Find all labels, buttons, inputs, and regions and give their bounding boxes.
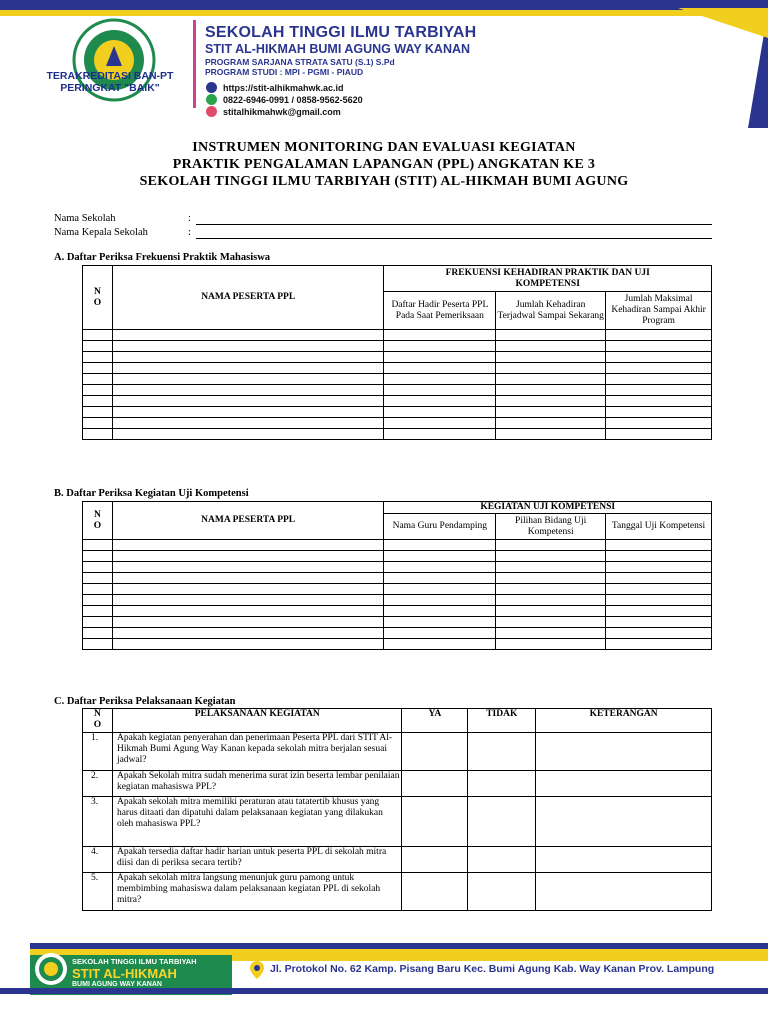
- institution-title: SEKOLAH TINGGI ILMU TARBIYAH: [205, 24, 477, 41]
- item-number: 5.: [83, 873, 113, 911]
- instagram-icon: [206, 106, 217, 117]
- table-row: [83, 352, 712, 363]
- table-row: [83, 551, 712, 562]
- col-scheduled-attendance: Jumlah Kehadiran Terjadwal Sampai Sekarang: [496, 292, 606, 330]
- footer-name: STIT AL-HIKMAH: [72, 966, 177, 981]
- headmaster-colon: :: [188, 227, 191, 238]
- document-title-line3: SEKOLAH TINGGI ILMU TARBIYAH (STIT) AL-HIKMAH BUMI AGUNG: [139, 174, 629, 189]
- table-row: [83, 771, 712, 797]
- school-name-label: Nama Sekolah: [54, 213, 116, 224]
- table-row: [83, 733, 712, 771]
- school-name-colon: :: [188, 213, 191, 224]
- email-contact: [206, 106, 341, 117]
- table-row: [83, 639, 712, 650]
- globe-icon: [206, 82, 217, 93]
- table-row: [83, 606, 712, 617]
- col-no-answer: TIDAK: [468, 709, 536, 733]
- no-cell[interactable]: [468, 733, 536, 771]
- item-question: Apakah tersedia daftar hadir harian untuk peserta PPL di sekolah mitra diisi dan di periksa secara tertib?: [112, 847, 401, 873]
- col-note: KETERANGAN: [536, 709, 712, 733]
- yes-cell[interactable]: [402, 771, 468, 797]
- website-text: https://stit-alhikmahwk.ac.id: [223, 83, 344, 93]
- no-cell[interactable]: [468, 873, 536, 911]
- headmaster-label: Nama Kepala Sekolah: [54, 227, 148, 238]
- col-test-date: Tanggal Uji Kompetensi: [606, 514, 712, 540]
- table-row: [83, 573, 712, 584]
- col-no: N O: [83, 709, 113, 733]
- headmaster-field[interactable]: [196, 226, 712, 239]
- location-pin-icon: [250, 961, 264, 979]
- website-contact[interactable]: [206, 82, 344, 93]
- item-number: 4.: [83, 847, 113, 873]
- table-row: [83, 363, 712, 374]
- note-cell[interactable]: [536, 797, 712, 847]
- section-c-heading: C. Daftar Periksa Pelaksanaan Kegiatan: [54, 696, 236, 707]
- note-cell[interactable]: [536, 771, 712, 797]
- col-max-attendance: Jumlah Maksimal Kehadiran Sampai Akhir Program: [606, 292, 712, 330]
- item-number: 1.: [83, 733, 113, 771]
- footer-logo-icon: [34, 952, 68, 986]
- table-row: [83, 374, 712, 385]
- no-cell[interactable]: [468, 847, 536, 873]
- note-cell[interactable]: [536, 733, 712, 771]
- program-line1: PROGRAM SARJANA STRATA SATU (S.1) S.Pd: [205, 57, 395, 67]
- col-attendance-list: Daftar Hadir Peserta PPL Pada Saat Pemeriksaan: [384, 292, 496, 330]
- col-field-choice: Pilihan Bidang Uji Kompetensi: [496, 514, 606, 540]
- table-row: [83, 385, 712, 396]
- whatsapp-icon: [206, 94, 217, 105]
- table-row: [83, 584, 712, 595]
- table-row: [83, 330, 712, 341]
- table-row: [83, 847, 712, 873]
- table-row: [83, 540, 712, 551]
- item-question: Apakah sekolah mitra langsung menunjuk guru pamong untuk membimbing mahasiswa dalam pelaksanaan kegiatan PPL di sekolah mitra?: [112, 873, 401, 911]
- col-no: N O: [83, 266, 113, 330]
- footer-bottom-band: [0, 988, 768, 994]
- institution-name: STIT AL-HIKMAH BUMI AGUNG WAY KANAN: [205, 42, 471, 56]
- col-mentor-teacher: Nama Guru Pendamping: [384, 514, 496, 540]
- header-corner-decoration: [618, 8, 768, 128]
- item-question: Apakah Sekolah mitra sudah menerima surat izin beserta lembar penilaian kegiatan mahasiswa PPL?: [112, 771, 401, 797]
- yes-cell[interactable]: [402, 797, 468, 847]
- table-row: [83, 797, 712, 847]
- section-c-table: [82, 708, 712, 911]
- school-name-field[interactable]: [196, 212, 712, 225]
- col-activity: PELAKSANAAN KEGIATAN: [112, 709, 401, 733]
- table-row: [83, 429, 712, 440]
- footer-institution: SEKOLAH TINGGI ILMU TARBIYAH: [72, 957, 197, 966]
- section-b-table: [82, 501, 712, 650]
- section-a-table: [82, 265, 712, 440]
- note-cell[interactable]: [536, 847, 712, 873]
- col-no: N O: [83, 502, 113, 540]
- col-name: NAMA PESERTA PPL: [112, 502, 383, 540]
- accreditation-line2: PERINGKAT "BAIK": [60, 82, 160, 94]
- table-row: [83, 341, 712, 352]
- col-group-competency: KEGIATAN UJI KOMPETENSI: [384, 502, 712, 514]
- table-row: [83, 628, 712, 639]
- footer-address: Jl. Protokol No. 62 Kamp. Pisang Baru Kec. Bumi Agung Kab. Way Kanan Prov. Lampung: [270, 963, 715, 975]
- section-a-heading: A. Daftar Periksa Frekuensi Praktik Mahasiswa: [54, 252, 271, 263]
- accreditation-line1: TERAKREDITASI BAN-PT: [46, 70, 174, 82]
- table-row: [83, 873, 712, 911]
- item-number: 2.: [83, 771, 113, 797]
- col-yes: YA: [402, 709, 468, 733]
- table-row: [83, 617, 712, 628]
- phone-contact: [206, 94, 363, 105]
- accreditation-badge: [30, 70, 190, 94]
- col-group-frequency: FREKUENSI KEHADIRAN PRAKTIK DAN UJI KOMPETENSI: [384, 266, 712, 292]
- phone-text: 0822-6946-0991 / 0858-9562-5620: [223, 95, 363, 105]
- item-question: Apakah sekolah mitra memiliki peraturan atau tatatertib khusus yang harus ditaati dan dipatuhi dalam pelaksanaan kegiatan yang dilakukan oleh mahasiswa PPL?: [112, 797, 401, 847]
- no-cell[interactable]: [468, 771, 536, 797]
- document-title-line1: INSTRUMEN MONITORING DAN EVALUASI KEGIATAN: [192, 140, 576, 155]
- document-title-line2: PRAKTIK PENGALAMAN LAPANGAN (PPL) ANGKATAN KE 3: [172, 157, 596, 172]
- yes-cell[interactable]: [402, 847, 468, 873]
- footer-location: BUMI AGUNG WAY KANAN: [72, 981, 162, 988]
- col-name: NAMA PESERTA PPL: [112, 266, 383, 330]
- section-b-heading: B. Daftar Periksa Kegiatan Uji Kompetensi: [54, 488, 249, 499]
- no-cell[interactable]: [468, 797, 536, 847]
- table-row: [83, 407, 712, 418]
- header-divider: [193, 20, 196, 108]
- table-row: [83, 396, 712, 407]
- note-cell[interactable]: [536, 873, 712, 911]
- table-row: [83, 595, 712, 606]
- yes-cell[interactable]: [402, 873, 468, 911]
- yes-cell[interactable]: [402, 733, 468, 771]
- item-question: Apakah kegiatan penyerahan dan penerimaan Peserta PPL dari STIT Al-Hikmah Bumi Agung Way Kanan kepada sekolah mitra berjalan sesuai jadwal?: [112, 733, 401, 771]
- email-text: stitalhikmahwk@gmail.com: [223, 107, 341, 117]
- table-row: [83, 562, 712, 573]
- program-line2: PROGRAM STUDI : MPI - PGMI - PIAUD: [205, 67, 364, 77]
- table-row: [83, 418, 712, 429]
- item-number: 3.: [83, 797, 113, 847]
